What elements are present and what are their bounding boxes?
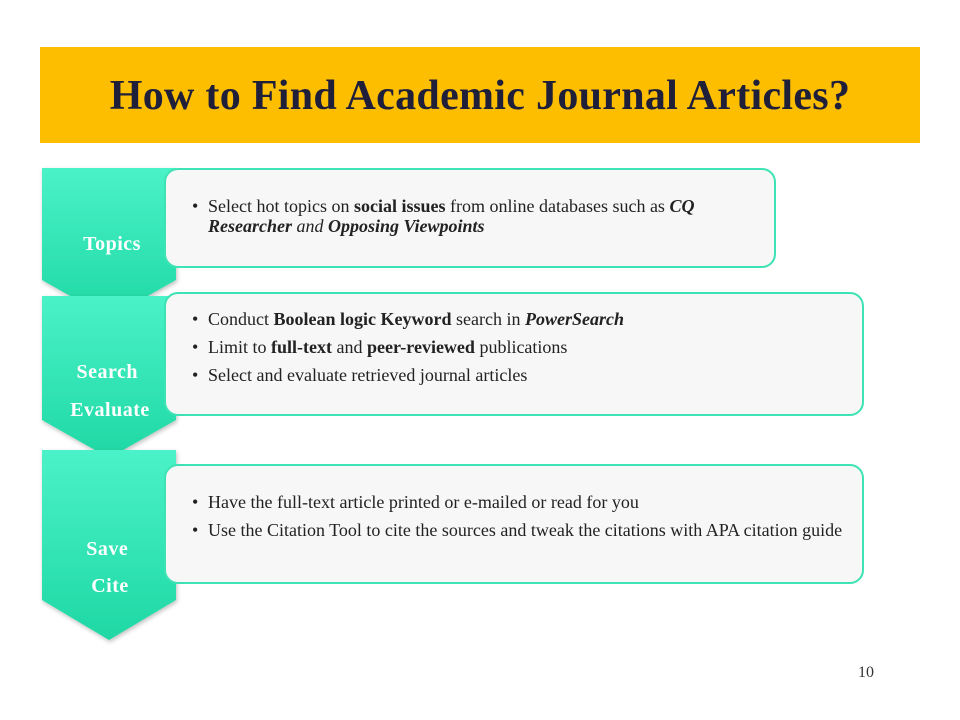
bullet-item — [184, 337, 624, 357]
page-number: 10 — [858, 664, 874, 681]
bullet-text-run: and — [331, 337, 367, 357]
bullet-text-run: Limit to — [208, 337, 271, 357]
bullet-text-run: Select and evaluate retrieved journal articles — [208, 365, 528, 385]
bullet-text-run: peer-reviewed — [366, 337, 475, 357]
slide-title: How to Find Academic Journal Articles? — [109, 73, 851, 119]
bullet-text-run: Select hot topics on — [208, 196, 354, 216]
step-2-bullet-list — [184, 309, 624, 385]
bullet-text-run: Opposing Viewpoints — [328, 216, 485, 236]
bullet-text-run: from online databases such as — [445, 196, 670, 216]
step-1-label — [83, 233, 141, 255]
step-2-label-line-2: Evaluate — [70, 399, 150, 421]
bullet-text-run: and — [292, 216, 328, 236]
bullet-text-run: CQ Researcher — [208, 196, 695, 236]
bullet-text-run: PowerSearch — [524, 309, 624, 329]
bullet-item — [184, 309, 624, 329]
step-2-label-line-1: Search — [76, 361, 139, 383]
bullet-text-run: Have the full-text article printed or e-mailed or read for you — [208, 492, 639, 512]
bullet-text-run: Boolean logic Keyword — [273, 309, 452, 329]
step-3-label-line-2: Cite — [91, 575, 129, 597]
step-1-content-box — [164, 168, 776, 268]
bullet-text-run: publications — [474, 337, 568, 357]
step-1-bullet-list — [184, 196, 774, 236]
bullet-text-run: social issues — [353, 196, 446, 216]
bullet-text-run: search in — [451, 309, 525, 329]
step-1-label-line-1: Topics — [83, 233, 141, 255]
step-3-bullet-list — [184, 492, 842, 540]
step-3-content-box — [164, 464, 864, 584]
bullet-text-run: full-text — [271, 337, 332, 357]
bullet-item — [184, 520, 842, 540]
bullet-item — [184, 365, 624, 385]
bullet-item — [184, 196, 774, 236]
bullet-text-run: Use the Citation Tool to cite the sources and tweak the citations with APA citation guide — [208, 520, 843, 540]
bullet-text-run: Conduct — [208, 309, 274, 329]
step-3-label-line-1: Save — [86, 538, 129, 560]
step-2-content-box — [164, 292, 864, 416]
bullet-item — [184, 492, 842, 512]
